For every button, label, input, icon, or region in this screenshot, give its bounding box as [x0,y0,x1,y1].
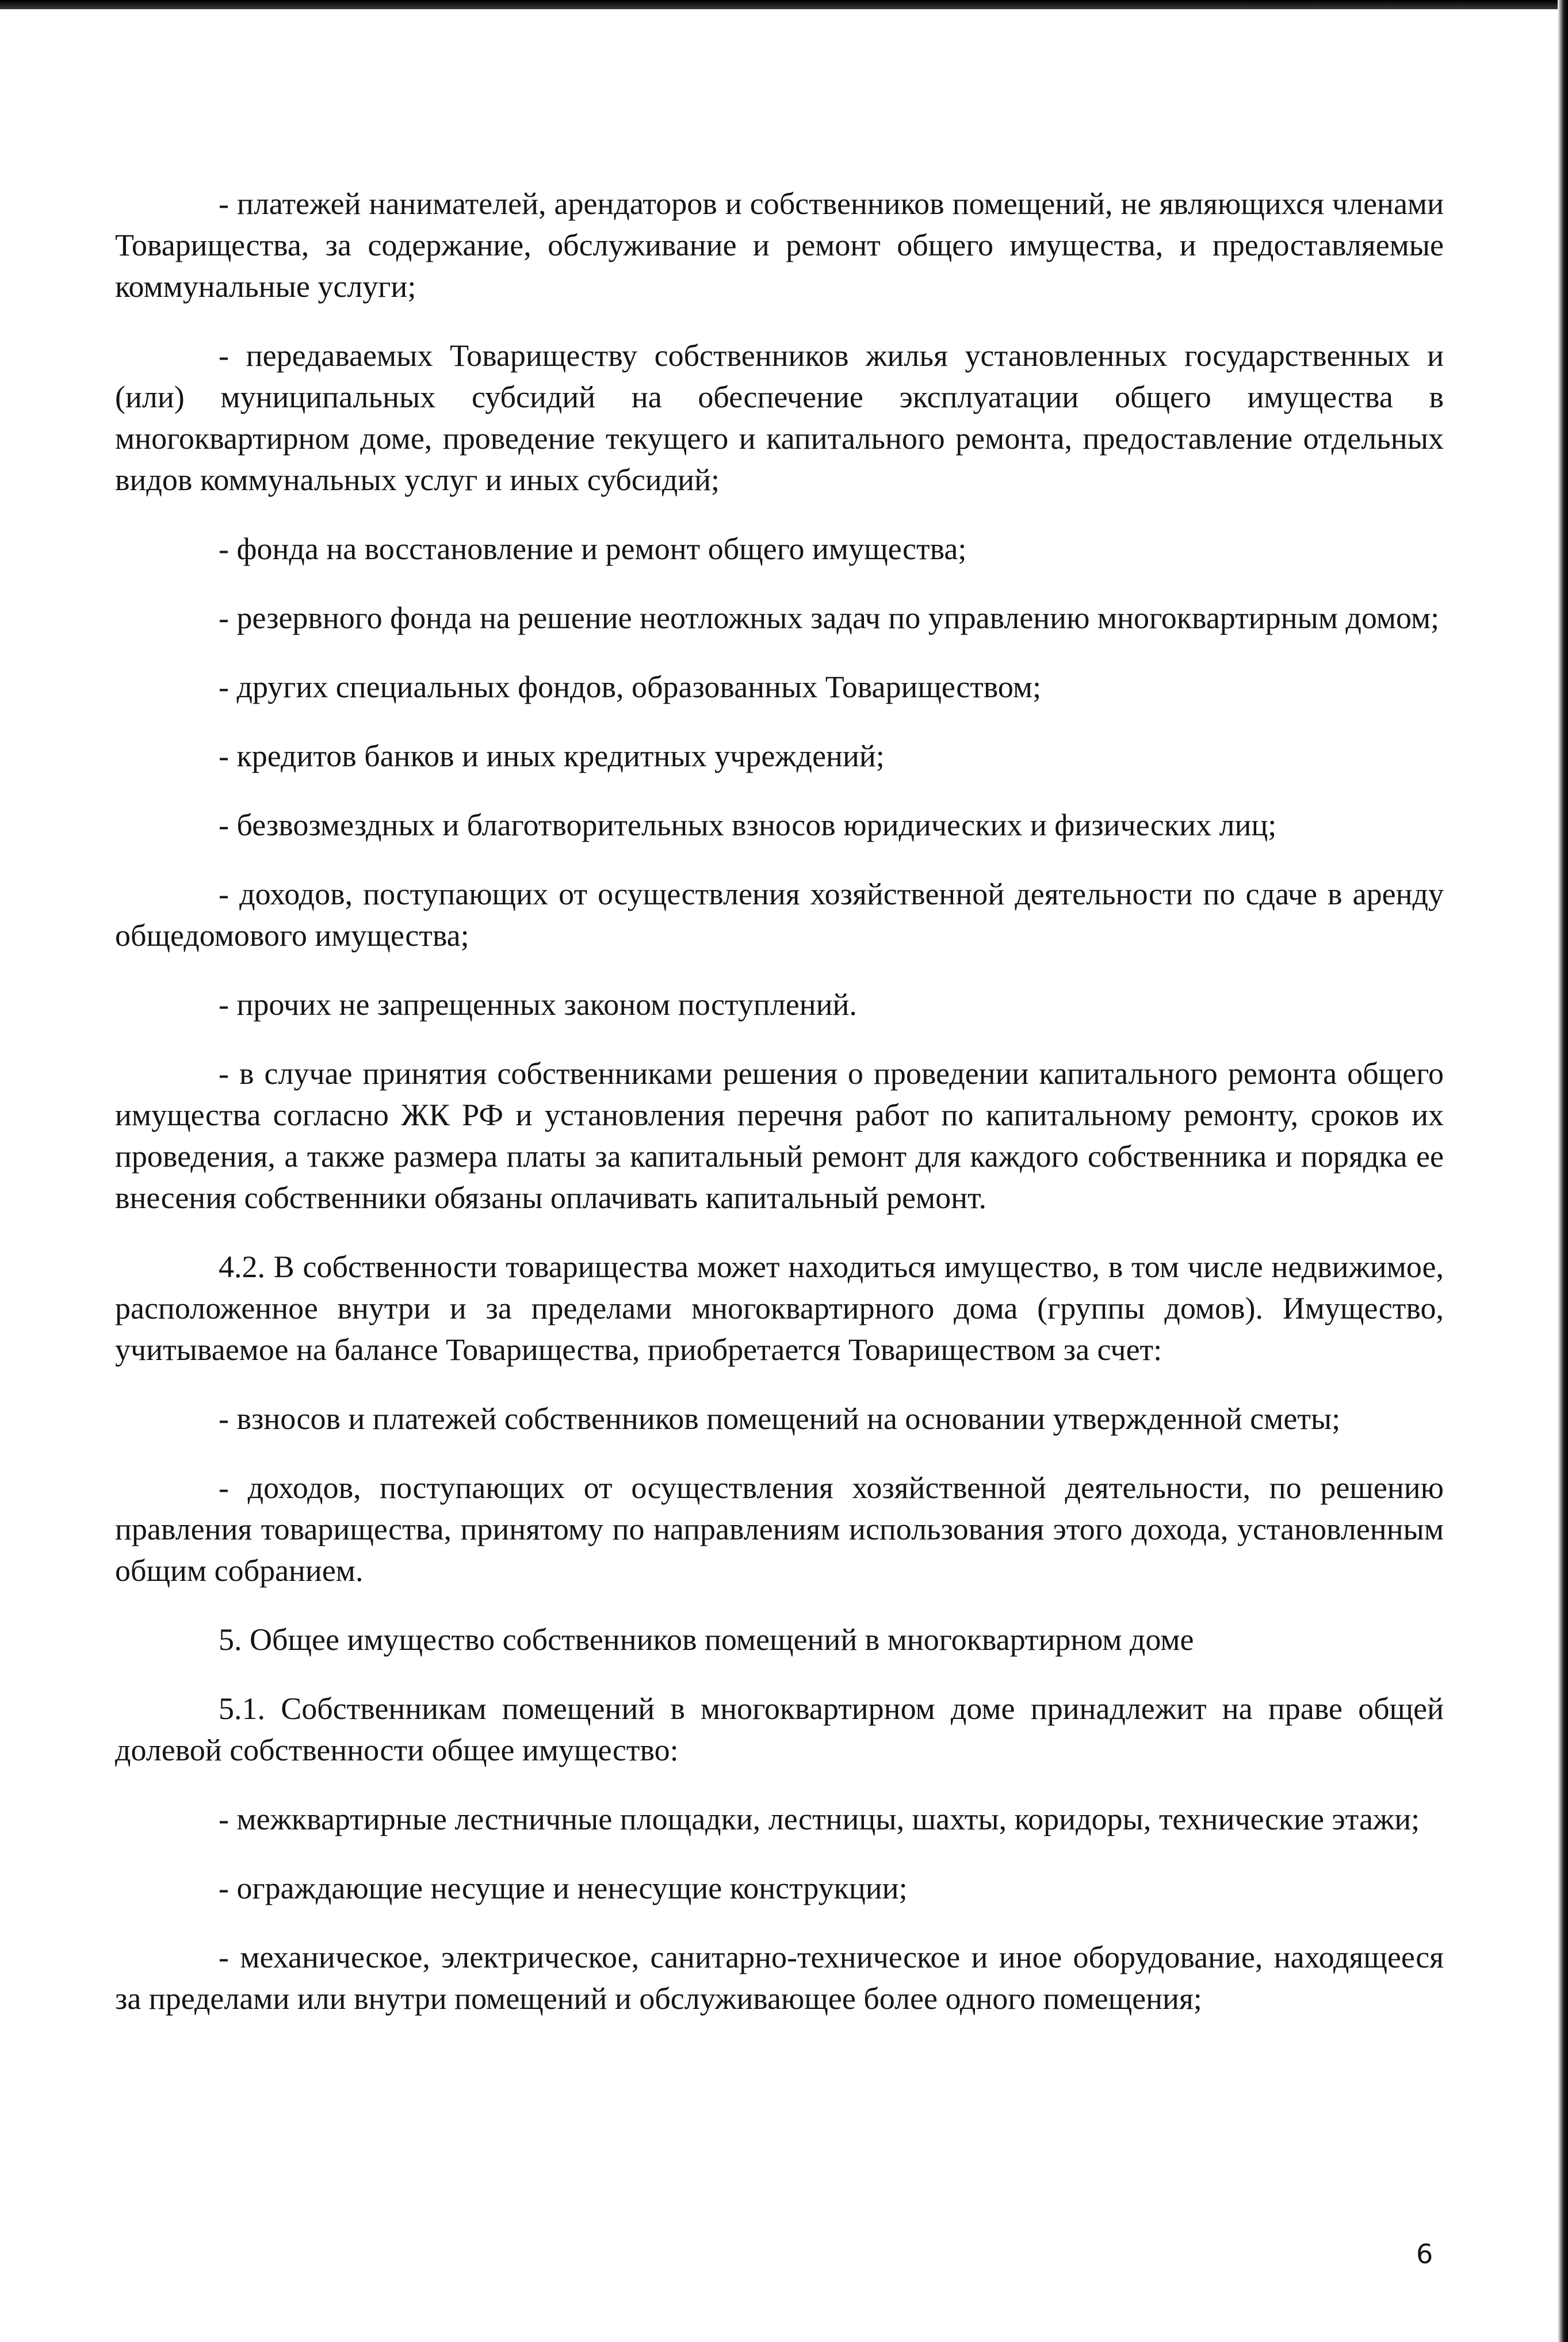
paragraph-equipment: - механическое, электрическое, санитарно-техническое и иное оборудование, находящееся за пределами или внутри помещений и обслуживающее более одного помещения; [115,1940,1444,2016]
paragraph-owner-contributions: - взносов и платежей собственников помещений на основании утвержденной сметы; [219,1401,1341,1436]
paragraph-staircases: - межквартирные лестничные площадки, лестницы, шахты, коридоры, технические этажи; [219,1802,1420,1836]
paragraph-rental-income: - доходов, поступающих от осуществления хозяйственной деятельности по сдаче в аренду общедомового имущества; [115,877,1444,953]
page-number: 6 [1416,2238,1433,2270]
paragraph-structures: - ограждающие несущие и ненесущие конструкции; [219,1871,908,1905]
document-body [115,183,1444,2047]
scan-top-edge [0,0,1568,9]
paragraph-charitable-contributions: - безвозмездных и благотворительных взносов юридических и физических лиц; [219,808,1277,842]
paragraph-business-income: - доходов, поступающих от осуществления хозяйственной деятельности, по решению правления товарищества, принятому по направлениям использования этого дохода, установленным общим собранием. [115,1470,1444,1588]
paragraph-section-4-2: 4.2. В собственности товарищества может находиться имущество, в том числе недвижимое, расположенное внутри и за пределами многоквартирного дома (группы домов). Имущество, учитываемое на балансе Товарищества, приобретается Товариществом за счет: [115,1250,1444,1367]
paragraph-subsidies: - передаваемых Товариществу собственников жилья установленных государственных и (или) муниципальных субсидий на обеспечение эксплуатации общего имущества в многоквартирном доме, проведение текущего и капитального ремонта, предоставление отдельных видов коммунальных услуг и иных субсидий; [115,338,1444,497]
paragraph-capital-repair: - в случае принятия собственниками решения о проведении капитального ремонта общего имущества согласно ЖК РФ и установления перечня работ по капитальному ремонту, сроков их проведения, а также размера платы за капитальный ремонт для каждого собственника и порядка ее внесения собственники обязаны оплачивать капитальный ремонт. [115,1056,1444,1215]
scan-right-edge [1558,0,1568,2342]
paragraph-payments-tenants: - платежей нанимателей, арендаторов и собственников помещений, не являющихся членами Товарищества, за содержание, обслуживание и ремонт общего имущества, и предоставляемые коммунальные услуги; [115,186,1444,304]
paragraph-bank-credits: - кредитов банков и иных кредитных учреждений; [219,739,885,773]
paragraph-section-5-1: 5.1. Собственникам помещений в многоквартирном доме принадлежит на праве общей долевой собственности общее имущество: [115,1691,1444,1767]
paragraph-restoration-fund: - фонда на восстановление и ремонт общего имущества; [219,532,967,566]
paragraph-reserve-fund: - резервного фонда на решение неотложных задач по управлению многоквартирным домом; [219,601,1440,635]
paragraph-other-receipts: - прочих не запрещенных законом поступлений. [219,987,857,1022]
paragraph-special-funds: - других специальных фондов, образованных Товариществом; [219,670,1042,704]
section-5-heading: 5. Общее имущество собственников помещений в многоквартирном доме [219,1622,1194,1657]
